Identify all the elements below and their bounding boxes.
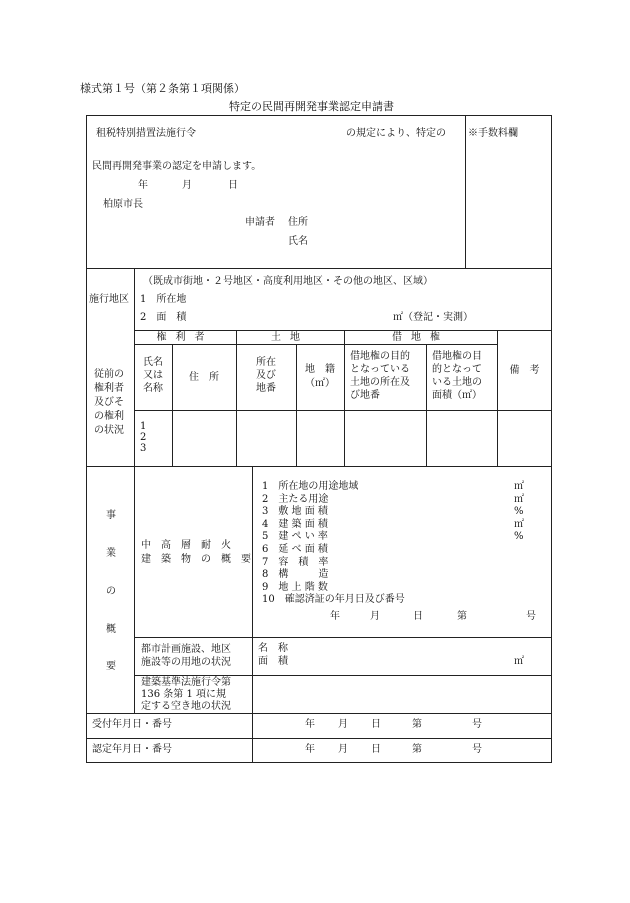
list-item: 8 構 造 (262, 569, 329, 581)
cert-month: 月 (370, 611, 380, 622)
provision-text: の規定により、特定の (346, 128, 446, 139)
applicant-name-label: 氏名 (288, 236, 308, 247)
list-item: 7 容 積 率 (262, 556, 329, 568)
table-row: 1 (140, 421, 147, 432)
building-overview-label: 中 高 層 耐 火 建 築 物 の 概 要 (141, 540, 251, 565)
header-land: 土地 (271, 332, 309, 343)
received-go: 号 (472, 719, 482, 730)
table-row: 3 (140, 443, 147, 454)
district-types: （既成市街地・２号地区・高度利用地区・その他の地区、区域） (143, 276, 433, 287)
list-item: 6 延 べ 面 積 (262, 543, 328, 555)
list-item: 5 建 ぺ い 率 (262, 531, 328, 543)
list-item: 10 確認済証の年月日及び番号 (262, 594, 405, 606)
rights-label: 従前の 権利者 及びそ の権利 の状況 (94, 369, 124, 436)
date-year: 年 (138, 180, 148, 191)
column-name: 氏名 又は 名称 (143, 357, 163, 394)
cert-no: 第 (457, 611, 467, 622)
column-lease-area: 借地権の目 的となって いる土地の 面積（㎡） (432, 351, 482, 401)
facility-name: 名 称 (258, 643, 288, 654)
certified-month: 月 (338, 744, 348, 755)
district-area: 2 面 積 (140, 312, 187, 323)
list-item: 1 所在地の用途地域 (262, 481, 359, 492)
date-month: 月 (182, 180, 192, 191)
list-item: 3 敷 地 面 積 (262, 506, 328, 518)
project-label-1: 事 (106, 510, 116, 521)
header-leasehold: 借地権 (392, 332, 449, 343)
list-item: 4 建 築 面 積 (262, 518, 328, 530)
district-label: 施行地区 (89, 294, 129, 305)
header-rights-holder: 権利者 (156, 332, 214, 343)
received-month: 月 (338, 719, 348, 730)
cert-day: 日 (413, 611, 423, 622)
mayor-addressee: 柏原市長 (103, 199, 143, 210)
applicant-label: 申請者 (245, 217, 275, 228)
building-item-units: ㎡ ㎡ % ㎡ % (514, 481, 524, 543)
district-location: 1 所在地 (140, 294, 187, 305)
project-label-5: 要 (106, 661, 116, 672)
certified-year: 年 (305, 744, 315, 755)
column-lease-purpose: 借地権の目的 となっている 土地の所在及 び地番 (350, 351, 410, 401)
received-no: 第 (412, 719, 422, 730)
cert-year: 年 (330, 611, 340, 622)
facility-label: 都市計画施設、地区 施設等の用地の状況 (141, 644, 231, 668)
column-address: 住 所 (189, 372, 219, 383)
building-items (262, 481, 532, 607)
certified-day: 日 (371, 744, 381, 755)
application-statement: 民間再開発事業の認定を申請します。 (92, 161, 262, 172)
cert-go: 号 (526, 611, 536, 622)
certified-label: 認定年月日・番号 (92, 744, 172, 755)
column-lot: 所在 及び 地番 (256, 357, 276, 394)
fee-box-label: ※手数料欄 (468, 128, 518, 139)
form-number: 様式第１号（第２条第１項関係） (80, 82, 245, 95)
project-label-4: 概 (106, 624, 116, 635)
column-remarks: 備 考 (509, 365, 540, 376)
law-reference: 租税特別措置法施行令 (96, 128, 196, 139)
column-land-area: 地 籍 （㎡） (305, 364, 335, 389)
certified-go: 号 (472, 744, 482, 755)
project-label-2: 業 (106, 548, 116, 559)
list-item: 9 地 上 階 数 (262, 581, 328, 593)
certified-no: 第 (412, 744, 422, 755)
vacant-land-label: 建築基準法施行令第 136 条第 1 項に規 定する空き地の状況 (141, 677, 231, 712)
received-year: 年 (305, 719, 315, 730)
received-label: 受付年月日・番号 (92, 719, 172, 730)
table-row: 2 (140, 432, 147, 443)
rights-row-numbers (140, 421, 146, 454)
date-day: 日 (228, 180, 238, 191)
facility-area-unit: ㎡ (514, 656, 524, 667)
district-area-unit: ㎡（登記・実測） (393, 312, 473, 323)
facility-area: 面 積 (258, 656, 288, 667)
applicant-address-label: 住所 (288, 217, 308, 228)
project-label-3: の (106, 586, 116, 597)
form-title: 特定の民間再開発事業認定申請書 (229, 100, 394, 113)
received-day: 日 (371, 719, 381, 730)
list-item: 2 主たる用途 (262, 493, 329, 505)
